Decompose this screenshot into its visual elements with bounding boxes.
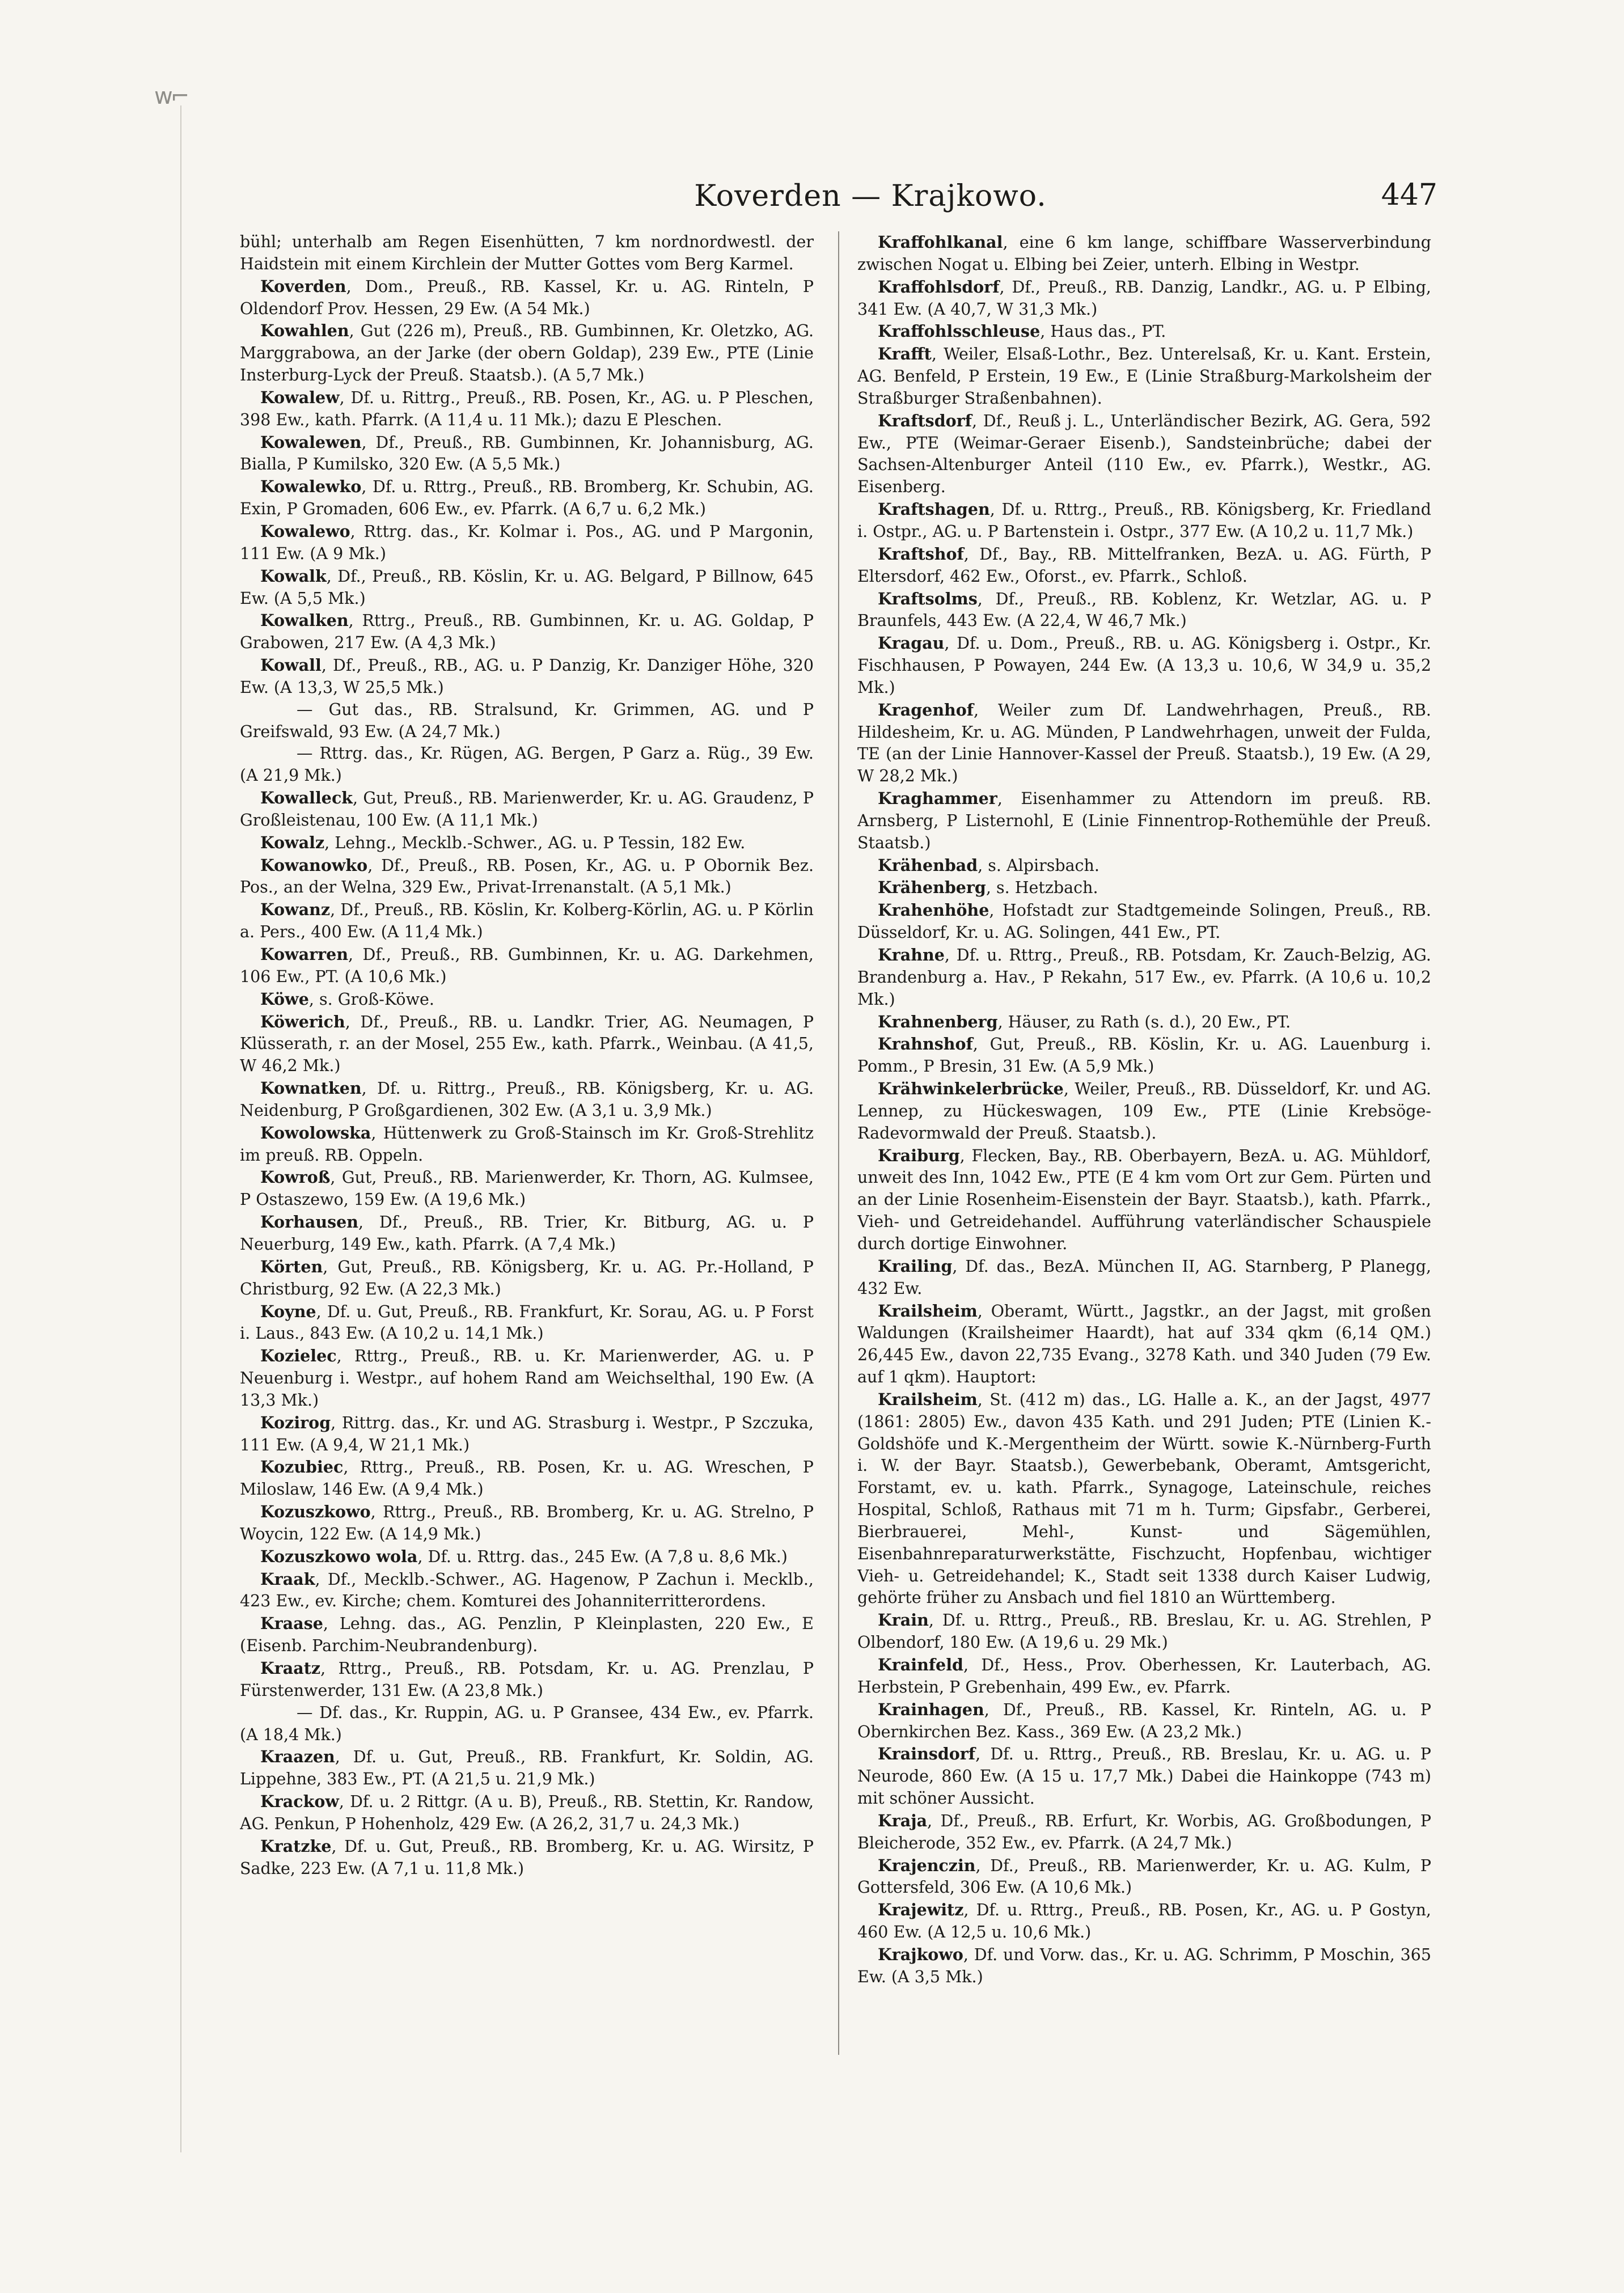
- entry-headword: Krackow: [260, 1792, 339, 1812]
- gazetteer-entry: Kowolowska, Hüttenwerk zu Groß-Stainsch im Kr. Groß-Strehlitz im preuß. RB. Oppeln.: [240, 1123, 814, 1165]
- entry-headword: Kraatz: [260, 1659, 321, 1678]
- gazetteer-entry: Krahnshof, Gut, Preuß., RB. Köslin, Kr. u. AG. Lauenburg i. Pomm., P Bresin, 31 Ew. (A 5,9 Mk.): [857, 1034, 1431, 1076]
- gazetteer-entry: Kraftshagen, Df. u. Rttrg., Preuß., RB. Königsberg, Kr. Friedland i. Ostpr., AG. u. P Bartenstein i. Ostpr., 377 Ew. (A 10,2 u. 11,7 Mk.): [857, 500, 1431, 541]
- gazetteer-entry: Köwerich, Df., Preuß., RB. u. Landkr. Trier, AG. Neumagen, P Klüsserath, r. an der Mosel, 255 Ew., kath. Pfarrk., Weinbau. (A 41,5, W 46,2 Mk.): [240, 1012, 814, 1076]
- gazetteer-entry: bühl; unterhalb am Regen Eisenhütten, 7 km nordnordwestl. der Haidstein mit einem Kirchlein der Mutter Gottes vom Berg Karmel.: [240, 232, 814, 273]
- entry-headword: Krahnshof: [878, 1034, 973, 1054]
- entry-headword: Kraftsolms: [878, 589, 978, 608]
- entry-headword: Kraffohlkanal: [878, 232, 1003, 252]
- gazetteer-entry: — Gut das., RB. Stralsund, Kr. Grimmen, AG. und P Greifswald, 93 Ew. (A 24,7 Mk.): [240, 700, 814, 741]
- entry-headword: Kowanowko: [260, 855, 368, 875]
- gazetteer-entry: Kowarren, Df., Preuß., RB. Gumbinnen, Kr. u. AG. Darkehmen, 106 Ew., PT. (A 10,6 Mk.): [240, 945, 814, 986]
- page-header: [675, 168, 1437, 219]
- gazetteer-entry: Kraffohlsschleuse, Haus das., PT.: [878, 321, 1166, 341]
- gazetteer-entry: Krajewitz, Df. u. Rttrg., Preuß., RB. Posen, Kr., AG. u. P Gostyn, 460 Ew. (A 12,5 u. 10,6 Mk.): [857, 1900, 1431, 1942]
- gazetteer-entry: Korhausen, Df., Preuß., RB. Trier, Kr. Bitburg, AG. u. P Neuerburg, 149 Ew., kath. Pfarrk. (A 7,4 Mk.): [240, 1212, 814, 1254]
- entry-headword: Kowalewko: [260, 477, 362, 497]
- entry-headword: Krähenbad: [878, 855, 978, 875]
- gazetteer-entry: Kragenhof, Weiler zum Df. Landwehrhagen, Preuß., RB. Hildesheim, Kr. u. AG. Münden, P Landwehrhagen, unweit der Fulda, TE (an der Linie Hannover-Kassel der Preuß. Staatsb.), 19 Ew. (A 29, W 28,2 Mk.): [857, 700, 1431, 786]
- gazetteer-entry: Kraftshof, Df., Bay., RB. Mittelfranken, BezA. u. AG. Fürth, P Eltersdorf, 462 Ew., Oforst., ev. Pfarrk., Schloß.: [857, 544, 1431, 586]
- entry-headword: Kratzke: [260, 1836, 332, 1856]
- entry-headword: Kowalk: [260, 566, 327, 586]
- page-edge-line: [180, 105, 181, 2152]
- entry-headword: Koverden: [260, 276, 346, 296]
- gazetteer-entry: Kowanz, Df., Preuß., RB. Köslin, Kr. Kolberg-Körlin, AG. u. P Körlin a. Pers., 400 Ew. (A 11,4 Mk.): [240, 900, 814, 942]
- gazetteer-entry: Krahnenberg, Häuser, zu Rath (s. d.), 20 Ew., PT.: [878, 1012, 1291, 1031]
- gazetteer-entry: Kraja, Df., Preuß., RB. Erfurt, Kr. Worbis, AG. Großbodungen, P Bleicherode, 352 Ew., ev. Pfarrk. (A 24,7 Mk.): [857, 1810, 1431, 1852]
- gazetteer-entry: Kowalew, Df. u. Rittrg., Preuß., RB. Posen, Kr., AG. u. P Pleschen, 398 Ew., kath. Pfarrk. (A 11,4 u. 11 Mk.); dazu E Pleschen.: [240, 387, 814, 429]
- entry-headword: Krahenhöhe: [878, 900, 989, 920]
- gazetteer-entry: — Rttrg. das., Kr. Rügen, AG. Bergen, P Garz a. Rüg., 39 Ew. (A 21,9 Mk.): [240, 744, 814, 785]
- gazetteer-entry: Kozubiec, Rttrg., Preuß., RB. Posen, Kr. u. AG. Wreschen, P Miloslaw, 146 Ew. (A 9,4 Mk.): [240, 1457, 814, 1499]
- entry-headword: Kowalleck: [260, 788, 353, 808]
- gazetteer-entry: Krainfeld, Df., Hess., Prov. Oberhessen, Kr. Lauterbach, AG. Herbstein, P Grebenhain, 499 Ew., ev. Pfarrk.: [857, 1655, 1431, 1697]
- gazetteer-entry: Krähwinkelerbrücke, Weiler, Preuß., RB. Düsseldorf, Kr. und AG. Lennep, zu Hückeswagen, 109 Ew., PTE (Linie Krebsöge-Radevormwald der Preuß. Staatsb.).: [857, 1079, 1431, 1143]
- entry-headword: Kraftshagen: [878, 500, 990, 519]
- entry-headword: Kraak: [260, 1569, 315, 1589]
- gazetteer-entry: Kowalk, Df., Preuß., RB. Köslin, Kr. u. AG. Belgard, P Billnow, 645 Ew. (A 5,5 Mk.): [240, 566, 814, 608]
- entry-headword: Koyne: [260, 1301, 316, 1321]
- entry-headword: Krahnenberg: [878, 1012, 998, 1031]
- entry-headword: Kraftshof: [878, 544, 964, 564]
- gazetteer-entry: Körten, Gut, Preuß., RB. Königsberg, Kr. u. AG. Pr.-Holland, P Christburg, 92 Ew. (A 22,3 Mk.): [240, 1257, 814, 1298]
- entry-headword: Kraftsdorf: [878, 411, 972, 430]
- gazetteer-entry: Kowahlen, Gut (226 m), Preuß., RB. Gumbinnen, Kr. Oletzko, AG. Marggrabowa, an der Jarke (der obern Goldap), 239 Ew., PTE (Linie Insterburg-Lyck der Preuß. Staatsb.). (A 5,7 Mk.): [240, 321, 814, 385]
- entry-headword: Kowolowska: [260, 1123, 371, 1143]
- running-head: Koverden — Krajkowo.: [694, 179, 1047, 213]
- gazetteer-entry: Koyne, Df. u. Gut, Preuß., RB. Frankfurt, Kr. Sorau, AG. u. P Forst i. Laus., 843 Ew. (A 10,2 u. 14,1 Mk.): [240, 1301, 814, 1343]
- gazetteer-entry: Kownatken, Df. u. Rittrg., Preuß., RB. Königsberg, Kr. u. AG. Neidenburg, P Großgardienen, 302 Ew. (A 3,1 u. 3,9 Mk.): [240, 1078, 814, 1120]
- entry-headword: Kragau: [878, 633, 945, 653]
- entry-headword: Krailsheim: [878, 1389, 978, 1409]
- entry-headword: Kowalken: [260, 611, 349, 631]
- entry-headword: Kowahlen: [260, 321, 349, 341]
- gazetteer-entry: Kozuszkowo, Rttrg., Preuß., RB. Bromberg, Kr. u. AG. Strelno, P Woycin, 122 Ew. (A 14,9 Mk.): [240, 1502, 814, 1543]
- gazetteer-entry: Kraatz, Rttrg., Preuß., RB. Potsdam, Kr. u. AG. Prenzlau, P Fürstenwerder, 131 Ew. (A 23,8 Mk.): [240, 1659, 814, 1700]
- binding-mark: ᴡ⌐: [154, 83, 188, 109]
- entry-headword: Krailing: [878, 1256, 953, 1276]
- entry-headword: Körten: [260, 1257, 323, 1276]
- entry-headword: Krainhagen: [878, 1699, 984, 1719]
- gazetteer-entry: Krainhagen, Df., Preuß., RB. Kassel, Kr. Rinteln, AG. u. P Obernkirchen Bez. Kass., 369 Ew. (A 23,2 Mk.): [857, 1699, 1431, 1741]
- gazetteer-entry: Krajkowo, Df. und Vorw. das., Kr. u. AG. Schrimm, P Moschin, 365 Ew. (A 3,5 Mk.): [857, 1944, 1431, 1986]
- gazetteer-entry: Kowanowko, Df., Preuß., RB. Posen, Kr., AG. u. P Obornik Bez. Pos., an der Welna, 329 Ew., Privat-Irrenanstalt. (A 5,1 Mk.): [240, 855, 814, 897]
- entry-headword: Kraja: [878, 1810, 928, 1830]
- entry-headword: Kragenhof: [878, 700, 974, 720]
- gazetteer-entry: Kowalken, Rttrg., Preuß., RB. Gumbinnen, Kr. u. AG. Goldap, P Grabowen, 217 Ew. (A 4,3 Mk.): [240, 611, 814, 653]
- entry-headword: Krailsheim: [878, 1301, 978, 1321]
- gazetteer-entry: Krain, Df. u. Rttrg., Preuß., RB. Breslau, Kr. u. AG. Strehlen, P Olbendorf, 180 Ew. (A 19,6 u. 29 Mk.): [857, 1610, 1431, 1652]
- gazetteer-entry: Krainsdorf, Df. u. Rttrg., Preuß., RB. Breslau, Kr. u. AG. u. P Neurode, 860 Ew. (A 15 u. 17,7 Mk.) Dabei die Hainkoppe (743 m) mit schöner Aussicht.: [857, 1744, 1431, 1808]
- entry-headword: Kownatken: [260, 1078, 362, 1098]
- entry-headword: Kowalewen: [260, 432, 362, 452]
- entry-headword: Krajkowo: [878, 1944, 963, 1964]
- gazetteer-entry: Kozirog, Rittrg. das., Kr. und AG. Strasburg i. Westpr., P Szczuka, 111 Ew. (A 9,4, W 21,1 Mk.): [240, 1412, 814, 1454]
- entry-headword: Kozielec: [260, 1346, 337, 1366]
- gazetteer-entry: Kraftsolms, Df., Preuß., RB. Koblenz, Kr. Wetzlar, AG. u. P Braunfels, 443 Ew. (A 22,4, W 46,7 Mk.): [857, 589, 1431, 631]
- gazetteer-entry: Kraiburg, Flecken, Bay., RB. Oberbayern, BezA. u. AG. Mühldorf, unweit des Inn, 1042 Ew., PTE (E 4 km vom Ort zur Gem. Pürten und an der Linie Rosenheim-Eisenstein der Bayr. Staatsb.), kath. Pfarrk., Vieh- und Getreidehandel. Aufführung vaterländischer Schauspiele durch dortige Einwohner.: [857, 1145, 1431, 1253]
- gazetteer-entry: Kratzke, Df. u. Gut, Preuß., RB. Bromberg, Kr. u. AG. Wirsitz, P Sadke, 223 Ew. (A 7,1 u. 11,8 Mk.): [240, 1836, 814, 1878]
- entry-headword: Kraazen: [260, 1747, 335, 1767]
- entry-headword: Krainfeld: [878, 1655, 963, 1674]
- entry-headword: Kowall: [260, 655, 322, 675]
- entry-headword: Kraghammer: [878, 789, 997, 809]
- entry-headword: Kraffohlsschleuse: [878, 321, 1041, 341]
- entry-headword: Krähenberg: [878, 878, 986, 898]
- gazetteer-entry: Köwe, s. Groß-Köwe.: [260, 989, 434, 1009]
- gazetteer-entry: Kozuszkowo wola, Df. u. Rttrg. das., 245 Ew. (A 7,8 u. 8,6 Mk.): [260, 1546, 788, 1566]
- gazetteer-entry: Krackow, Df. u. 2 Rittgr. (A u. B), Preuß., RB. Stettin, Kr. Randow, AG. Penkun, P Hohenholz, 429 Ew. (A 26,2, 31,7 u. 24,3 Mk.): [240, 1792, 814, 1833]
- gazetteer-entry: Krajenczin, Df., Preuß., RB. Marienwerder, Kr. u. AG. Kulm, P Gottersfeld, 306 Ew. (A 10,6 Mk.): [857, 1855, 1431, 1897]
- right-column: [857, 231, 1431, 2068]
- entry-headword: Kowalew: [260, 387, 340, 407]
- gazetteer-entry: Krailsheim, Oberamt, Württ., Jagstkr., an der Jagst, mit großen Waldungen (Krailsheimer Haardt), hat auf 334 qkm (6,14 QM.) 26,445 Ew., davon 22,735 Evang., 3278 Kath. und 340 Juden (79 Ew. auf 1 qkm). Hauptort:: [857, 1301, 1431, 1387]
- gazetteer-entry: Kraffohlsdorf, Df., Preuß., RB. Danzig, Landkr., AG. u. P Elbing, 341 Ew. (A 40,7, W 31,3 Mk.): [857, 277, 1431, 319]
- entry-headword: Krafft: [878, 344, 932, 364]
- gazetteer-entry: Kowalleck, Gut, Preuß., RB. Marienwerder, Kr. u. AG. Graudenz, P Großleistenau, 100 Ew. (A 11,1 Mk.): [240, 788, 814, 830]
- gazetteer-entry: Krähenberg, s. Hetzbach.: [878, 878, 1098, 898]
- left-column: [240, 231, 814, 2068]
- gazetteer-entry: Kragau, Df. u. Dom., Preuß., RB. u. AG. Königsberg i. Ostpr., Kr. Fischhausen, P Powayen, 244 Ew. (A 13,3 u. 10,6, W 34,9 u. 35,2 Mk.): [857, 633, 1431, 697]
- gazetteer-entry: Kowroß, Gut, Preuß., RB. Marienwerder, Kr. Thorn, AG. Kulmsee, P Ostaszewo, 159 Ew. (A 19,6 Mk.): [240, 1167, 814, 1209]
- gazetteer-entry: Kowalewen, Df., Preuß., RB. Gumbinnen, Kr. Johannisburg, AG. Bialla, P Kumilsko, 320 Ew. (A 5,5 Mk.): [240, 432, 814, 474]
- entry-headword: Kraase: [260, 1614, 323, 1634]
- gazetteer-entry: Kraak, Df., Mecklb.-Schwer., AG. Hagenow, P Zachun i. Mecklb., 423 Ew., ev. Kirche; chem. Komturei des Johanniterritterordens.: [240, 1569, 814, 1611]
- page-number: 447: [1381, 178, 1437, 212]
- gazetteer-entry: Koverden, Dom., Preuß., RB. Kassel, Kr. u. AG. Rinteln, P Oldendorf Prov. Hessen, 29 Ew. (A 54 Mk.): [240, 276, 814, 318]
- gazetteer-entry: Kraftsdorf, Df., Reuß j. L., Unterländischer Bezirk, AG. Gera, 592 Ew., PTE (Weimar-Geraer Eisenb.), Sandsteinbrüche; dabei der Sachsen-Altenburger Anteil (110 Ew., ev. Pfarrk.), Westkr., AG. Eisenberg.: [857, 411, 1431, 497]
- entry-headword: Kowroß: [260, 1167, 331, 1187]
- gazetteer-entry: Krafft, Weiler, Elsaß-Lothr., Bez. Unterelsaß, Kr. u. Kant. Erstein, AG. Benfeld, P Erstein, 19 Ew., E (Linie Straßburg-Markolsheim der Straßburger Straßenbahnen).: [857, 344, 1431, 408]
- entry-headword: Köwe: [260, 989, 309, 1009]
- gazetteer-entry: Kozielec, Rttrg., Preuß., RB. u. Kr. Marienwerder, AG. u. P Neuenburg i. Westpr., auf hohem Rand am Weichselthal, 190 Ew. (A 13,3 Mk.): [240, 1346, 814, 1410]
- gazetteer-entry: Kraase, Lehng. das., AG. Penzlin, P Kleinplasten, 220 Ew., E (Eisenb. Parchim-Neubrandenburg).: [240, 1614, 814, 1656]
- entry-headword: Krajenczin: [878, 1855, 976, 1875]
- entry-headword: Kowanz: [260, 900, 331, 920]
- column-divider: [838, 231, 839, 2055]
- gazetteer-entry: Kowalz, Lehng., Mecklb.-Schwer., AG. u. P Tessin, 182 Ew.: [260, 832, 746, 852]
- gazetteer-entry: Kowalewko, Df. u. Rttrg., Preuß., RB. Bromberg, Kr. Schubin, AG. Exin, P Gromaden, 606 Ew., ev. Pfarrk. (A 6,7 u. 6,2 Mk.): [240, 477, 814, 519]
- entry-headword: Krajewitz: [878, 1900, 964, 1920]
- gazetteer-entry: Krähenbad, s. Alpirsbach.: [878, 855, 1099, 875]
- gazetteer-entry: Kraazen, Df. u. Gut, Preuß., RB. Frankfurt, Kr. Soldin, AG. Lippehne, 383 Ew., PT. (A 21,5 u. 21,9 Mk.): [240, 1747, 814, 1789]
- gazetteer-entry: Kraffohlkanal, eine 6 km lange, schiffbare Wasserverbindung zwischen Nogat u. Elbing bei Zeier, unterh. Elbing in Westpr.: [857, 232, 1431, 274]
- gazetteer-entry: Krahenhöhe, Hofstadt zur Stadtgemeinde Solingen, Preuß., RB. Düsseldorf, Kr. u. AG. Solingen, 441 Ew., PT.: [857, 900, 1431, 942]
- gazetteer-entry: Kowall, Df., Preuß., RB., AG. u. P Danzig, Kr. Danziger Höhe, 320 Ew. (A 13,3, W 25,5 Mk.): [240, 655, 814, 697]
- gazetteer-entry: Krailsheim, St. (412 m) das., LG. Halle a. K., an der Jagst, 4977 (1861: 2805) Ew., davon 435 Kath. und 291 Juden; PTE (Linien K.-Goldshöfe und K.-Mergentheim der Württ. sowie K.-Nürnberg-Furth i. W. der Bayr. Staatsb.), Gewerbebank, Oberamt, Amtsgericht, Forstamt, ev. u. kath. Pfarrk., Synagoge, Lateinschule, reiches Hospital, Schloß, Rathaus mit 71 m h. Turm; Gipsfabr., Gerberei, Bierbrauerei, Mehl-, Kunst- und Sägemühlen, Eisenbahnreparaturwerkstätte, Fischzucht, Hopfenbau, wichtiger Vieh- u. Getreidehandel; K., Stadt seit 1338 durch Kaiser Ludwig, gehörte früher zu Ansbach und fiel 1810 an Württemberg.: [857, 1389, 1431, 1607]
- entry-headword: Kraiburg: [878, 1145, 960, 1165]
- gazetteer-entry: Kraghammer, Eisenhammer zu Attendorn im preuß. RB. Arnsberg, P Listernohl, E (Linie Finnentrop-Rothemühle der Preuß. Staatsb.): [857, 789, 1431, 852]
- entry-headword: Krähwinkelerbrücke: [878, 1079, 1064, 1099]
- entry-headword: Kozuszkowo: [260, 1502, 371, 1522]
- entry-headword: Kowarren: [260, 945, 349, 964]
- entry-headword: Kozubiec: [260, 1457, 344, 1477]
- entry-headword: Krain: [878, 1610, 929, 1630]
- entry-headword: Kraffohlsdorf: [878, 277, 1000, 297]
- gazetteer-entry: Kowalewo, Rttrg. das., Kr. Kolmar i. Pos., AG. und P Margonin, 111 Ew. (A 9 Mk.): [240, 521, 814, 563]
- entry-headword: Kozuszkowo wola: [260, 1546, 418, 1566]
- entry-headword: Köwerich: [260, 1012, 345, 1031]
- entry-headword: Krainsdorf: [878, 1744, 976, 1764]
- entry-headword: Korhausen: [260, 1212, 358, 1232]
- gazetteer-entry: Krahne, Df. u. Rttrg., Preuß., RB. Potsdam, Kr. Zauch-Belzig, AG. Brandenburg a. Hav., P Rekahn, 517 Ew., ev. Pfarrk. (A 10,6 u. 10,2 Mk.): [857, 945, 1431, 1009]
- gazetteer-entry: Krailing, Df. das., BezA. München II, AG. Starnberg, P Planegg, 432 Ew.: [857, 1256, 1431, 1298]
- entry-headword: Krahne: [878, 945, 945, 964]
- entry-headword: Kowalz: [260, 832, 325, 852]
- entry-headword: Kowalewo: [260, 521, 350, 541]
- gazetteer-entry: — Df. das., Kr. Ruppin, AG. u. P Gransee, 434 Ew., ev. Pfarrk. (A 18,4 Mk.): [240, 1703, 814, 1744]
- entry-headword: Kozirog: [260, 1412, 331, 1432]
